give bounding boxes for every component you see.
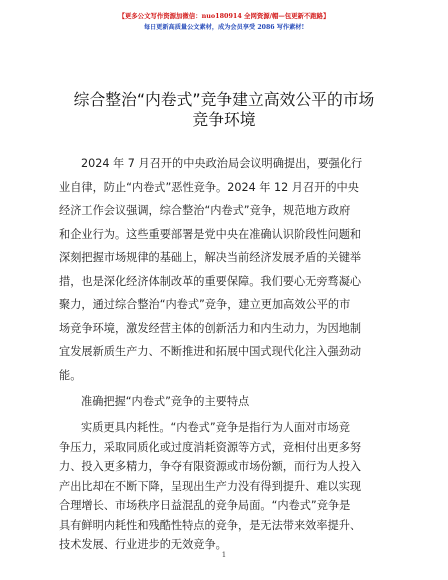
promo-banner-line-2: 每日更新高质量公文素材，成为会员享受 2086 写作素材! <box>143 24 305 31</box>
body-line: 合理增长、市场秩序日益混乱的竞争局面。“内卷式”竞争是 <box>59 499 351 512</box>
document-title-line-1: 综合整治“内卷式”竞争建立高效公平的市场 <box>73 90 375 109</box>
body-line: 宜发展新质生产力、不断推进和拓展中国式现代化注入强劲动 <box>59 345 362 358</box>
document-title-line-2: 竞争环境 <box>192 110 256 129</box>
body-line: 深刻把握市场规律的基础上，解决当前经济发展矛盾的关键举 <box>59 251 362 264</box>
body-line: 2024 年 7 月召开的中央政治局会议明确提出，要强化行 <box>81 157 363 170</box>
body-line: 措，也是深化经济体制改革的重要保障。我们要心无旁骛凝心 <box>59 274 362 288</box>
body-line: 实质更具内耗性。“内卷式”竞争是指行为人面对市场竞 <box>81 421 350 434</box>
body-line: 业自律，防止“内卷式”恶性竞争。2024 年 12 月召开的中央 <box>59 180 359 194</box>
body-line: 聚力，通过综合整治“内卷式”竞争，建立更加高效公平的市 <box>59 298 351 311</box>
page-number: 1 <box>221 551 227 559</box>
promo-banner-line-1: 【更多公文写作资源加微信：nuo180914 全网资源/帽—包更新不跑路】 <box>118 12 330 20</box>
body-line: 争压力，采取同质化或过度消耗资源等方式，竞相付出更多努 <box>59 440 362 454</box>
body-line: 场竞争环境，激发经营主体的创新活力和内生动力，为因地制 <box>59 321 362 335</box>
body-line: 产出比却在不断下降，呈现出生产力没有得到提升、难以实现 <box>59 479 362 493</box>
section-heading: 准确把握“内卷式”竞争的主要特点 <box>81 395 250 408</box>
body-line: 具有鲜明内耗性和残酷性特点的竞争，是无法带来效率提升、 <box>59 518 362 532</box>
body-line: 技术发展、行业进步的无效竞争。 <box>59 538 227 551</box>
body-line: 力、投入更多精力，争夺有限资源或市场份额，而行为人投入 <box>59 460 362 473</box>
body-line: 和企业行为。这些重要部署是党中央在准确认识阶段性问题和 <box>59 227 362 241</box>
body-line: 能。 <box>59 368 82 382</box>
body-line: 经济工作会议强调，综合整治“内卷式”竞争，规范地方政府 <box>59 204 351 217</box>
